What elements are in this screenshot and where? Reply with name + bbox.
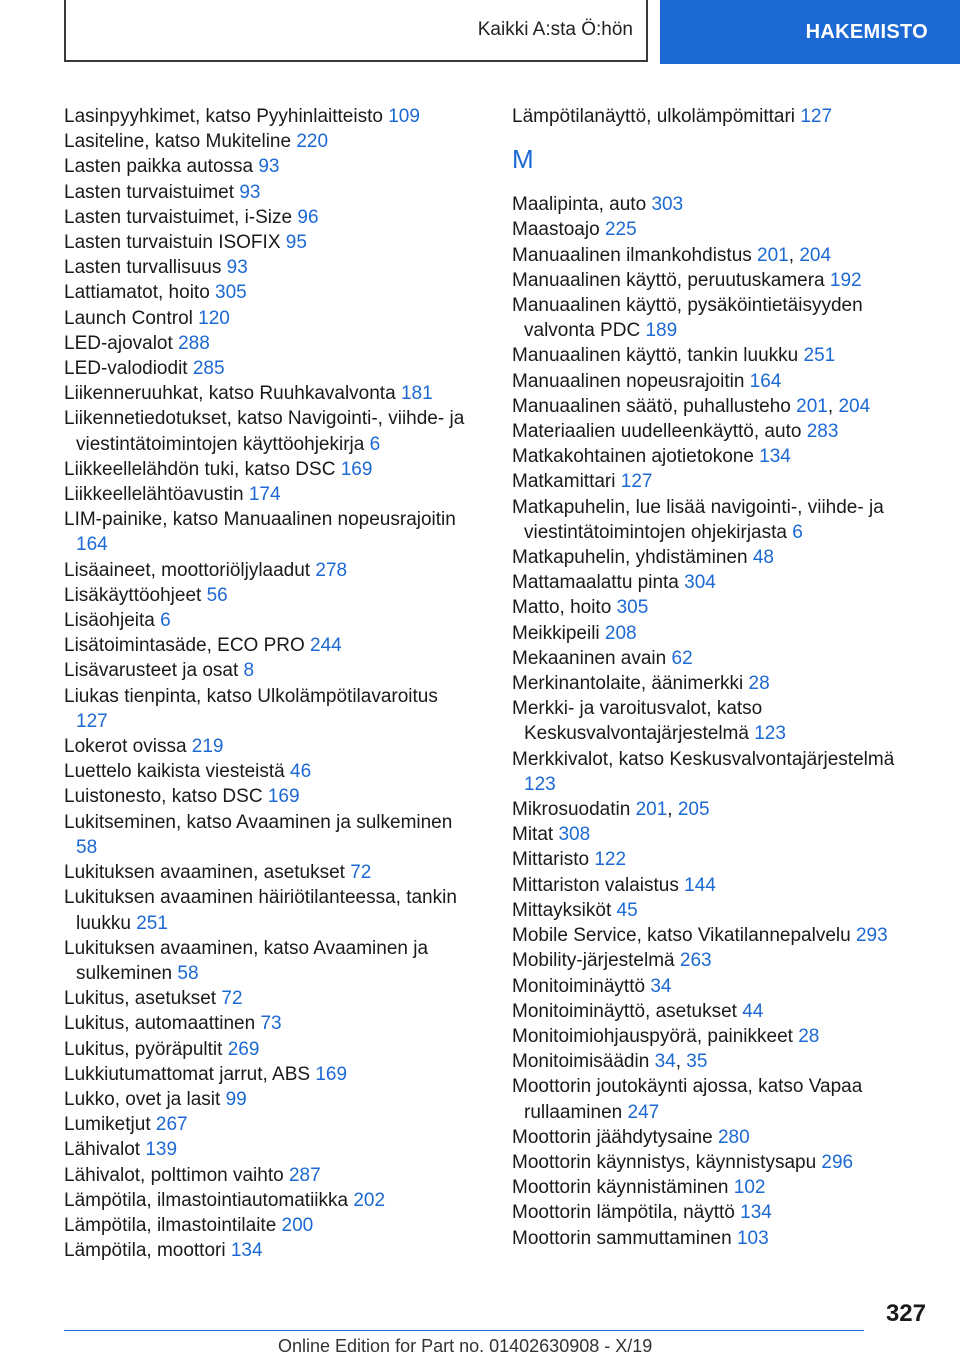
index-entry <box>512 646 930 671</box>
index-entry <box>512 217 930 242</box>
page-link[interactable]: 103 <box>736 1227 769 1249</box>
index-entry <box>512 104 930 129</box>
page-link[interactable]: 102 <box>733 1177 766 1199</box>
index-entry <box>512 1125 930 1150</box>
page-link[interactable]: 99 <box>225 1088 247 1110</box>
page-link[interactable]: 6 <box>160 610 171 632</box>
index-term: Lisäkäyttöohjeet <box>64 584 202 606</box>
page-link[interactable]: 123 <box>754 723 786 745</box>
page-link[interactable]: 127 <box>800 106 833 127</box>
index-term: Lukitus, asetukset <box>64 988 217 1010</box>
page-link[interactable]: 62 <box>671 647 693 669</box>
index-term: Lukko, ovet ja lasit <box>64 1088 221 1110</box>
page-link[interactable]: 134 <box>740 1202 772 1224</box>
index-entry <box>64 1188 474 1213</box>
index-term: Liikkeellelähtöavustin <box>64 484 244 506</box>
index-term: Matkapuhelin, yhdistäminen <box>512 547 748 569</box>
index-entry <box>512 898 930 923</box>
index-entry <box>64 558 474 583</box>
index-entry <box>64 759 474 784</box>
index-entry <box>512 1200 930 1225</box>
index-term: Mittayksiköt <box>512 899 612 921</box>
page-link[interactable]: 6 <box>792 521 803 543</box>
index-term: Merkkivalot, katso Keskusvalvontajärjestelmä <box>512 748 895 770</box>
index-entry <box>64 784 474 809</box>
page-link[interactable]: 169 <box>267 786 300 808</box>
page-link[interactable]: 181 <box>400 383 433 405</box>
index-term: Monitoiminäyttö <box>512 975 646 997</box>
index-entry <box>512 1175 930 1200</box>
index-entry <box>64 507 474 557</box>
page-link[interactable]: 95 <box>285 232 307 254</box>
index-term: Lisävarusteet ja osat <box>64 660 239 682</box>
index-term: Lisäaineet, moottoriöljylaadut <box>64 559 311 581</box>
index-term: Mittariston valaistus <box>512 874 679 896</box>
index-entry <box>64 658 474 683</box>
page-link[interactable]: 278 <box>315 559 348 581</box>
header-tabs <box>64 0 960 66</box>
page-link[interactable]: 58 <box>177 962 199 984</box>
index-entry <box>64 1137 474 1162</box>
index-term: Mobile Service, katso Vikatilannepalvelu <box>512 925 851 947</box>
page-link[interactable]: 269 <box>227 1038 260 1060</box>
page-link[interactable]: 280 <box>717 1126 750 1148</box>
index-entry <box>64 457 474 482</box>
index-entry <box>64 255 474 280</box>
index-entry <box>512 822 930 847</box>
page-link[interactable]: 305 <box>616 597 649 619</box>
page-link[interactable]: 308 <box>558 824 591 846</box>
index-entry <box>512 444 930 469</box>
index-term: Luettelo kaikista viesteistä <box>64 761 285 783</box>
page-link[interactable]: 247 <box>627 1101 660 1123</box>
page-link[interactable]: 285 <box>192 358 225 380</box>
index-term: Matto, hoito <box>512 597 612 619</box>
index-term: Matkapuhelin, lue lisää navigointi-, viihde- ja viestintätoimintojen ohjekirjasta <box>512 496 884 543</box>
tab-all-label: Kaikki A:sta Ö:hön <box>477 19 633 40</box>
index-entry <box>512 621 930 646</box>
index-entry <box>64 331 474 356</box>
index-term: Lämpötila, ilmastointilaite <box>64 1214 277 1236</box>
index-term: Lumiketjut <box>64 1114 151 1136</box>
index-term: Lukitus, pyöräpultit <box>64 1038 223 1060</box>
page-link[interactable]: 122 <box>594 849 627 871</box>
index-term: Manuaalinen käyttö, pysäköintietäisyyden valvonta PDC <box>512 295 863 342</box>
index-term: Lasten paikka autossa <box>64 156 254 178</box>
index-entry <box>512 696 930 746</box>
page-link[interactable]: 34 <box>650 975 672 997</box>
page-link[interactable]: 201 <box>635 799 668 821</box>
index-entry <box>64 936 474 986</box>
edition-footer: Online Edition for Part no. 01402630908 - X/19 <box>278 1336 653 1356</box>
page-link[interactable]: 35 <box>686 1051 708 1073</box>
index-entry <box>512 469 930 494</box>
page-link[interactable]: 96 <box>297 206 319 228</box>
index-term: Lisäohjeita <box>64 610 155 632</box>
index-entry <box>512 747 930 797</box>
index-term: Lähivalot <box>64 1139 141 1161</box>
index-term: Matkamittari <box>512 471 616 493</box>
index-term: Lukituksen avaaminen, katso Avaaminen ja sulkeminen <box>64 937 429 984</box>
page-link[interactable]: 8 <box>243 660 255 682</box>
page-link[interactable]: 251 <box>803 345 836 367</box>
index-entry <box>512 671 930 696</box>
index-term: Manuaalinen ilmankohdistus <box>512 244 752 266</box>
index-term: Monitoimiohjauspyörä, painikkeet <box>512 1025 793 1047</box>
index-entry <box>64 205 474 230</box>
index-entry <box>512 1024 930 1049</box>
index-term: Merkinantolaite, äänimerkki <box>512 673 744 695</box>
index-entry <box>64 381 474 406</box>
page-link[interactable]: 304 <box>684 572 716 594</box>
page-link[interactable]: 134 <box>230 1240 263 1262</box>
index-term: Moottorin joutokäynti ajossa, katso Vapaa rullaaminen <box>512 1076 863 1123</box>
page-link[interactable]: 267 <box>155 1114 188 1136</box>
page-link[interactable]: 201 <box>757 244 789 266</box>
index-term: Launch Control <box>64 307 193 329</box>
index-term: Lukitseminen, katso Avaaminen ja sulkeminen <box>64 811 453 833</box>
page-link[interactable]: 120 <box>198 307 230 329</box>
page-link[interactable]: 28 <box>798 1025 820 1047</box>
page-link[interactable]: 201 <box>796 395 828 417</box>
index-entry <box>512 923 930 948</box>
page-link[interactable]: 200 <box>281 1214 314 1236</box>
index-term: Lämpötilanäyttö, ulkolämpömittari <box>512 106 796 127</box>
index-term: Lasten turvaistuin ISOFIX <box>64 232 281 254</box>
index-term: Manuaalinen käyttö, peruutuskamera <box>512 269 825 291</box>
index-term: Mekaaninen avain <box>512 647 667 669</box>
page-link[interactable]: 296 <box>821 1151 854 1173</box>
index-term: Lasten turvaistuimet <box>64 181 235 203</box>
index-entry <box>64 1011 474 1036</box>
page-number: 327 <box>885 1300 926 1327</box>
index-term: Mobility-järjestelmä <box>512 950 675 972</box>
index-entry <box>64 810 474 860</box>
page-link[interactable]: 45 <box>616 899 638 921</box>
index-term: Liikkeellelähdön tuki, katso DSC <box>64 458 336 480</box>
index-entry <box>64 230 474 255</box>
index-term: Moottorin käynnistäminen <box>512 1177 729 1199</box>
index-term: Monitoimisäädin <box>512 1051 650 1073</box>
index-entry <box>512 1150 930 1175</box>
index-term: Mattamaalattu pinta <box>512 572 679 594</box>
page-link[interactable]: 204 <box>838 395 871 417</box>
page-link[interactable]: 244 <box>310 635 342 657</box>
index-term: Mitat <box>512 824 554 846</box>
index-term: Manuaalinen säätö, puhallusteho <box>512 395 791 417</box>
index-term: Moottorin jäähdytysaine <box>512 1126 713 1148</box>
index-entry <box>64 1062 474 1087</box>
index-term: Merkki- ja varoitusvalot, katso Keskusvalvontajärjestelmä <box>512 698 763 745</box>
index-entry <box>64 608 474 633</box>
index-entry <box>512 545 930 570</box>
index-column-left <box>64 104 474 1263</box>
page-link[interactable]: 303 <box>651 194 684 216</box>
index-entry: Manuaalinen säätö, puhallusteho 201, 204 <box>512 395 871 417</box>
index-term: Meikkipeili <box>512 622 600 644</box>
page-link[interactable]: 192 <box>829 269 862 291</box>
index-term: Liikenneruuhkat, katso Ruuhkavalvonta <box>64 383 396 405</box>
index-entry <box>64 1238 474 1263</box>
page-link[interactable]: 293 <box>855 925 888 947</box>
index-entry: Manuaalinen ilmankohdistus 201, 204 <box>512 244 832 266</box>
index-term: Lisätoimintasäde, ECO PRO <box>64 635 305 657</box>
index-entry <box>512 999 930 1024</box>
index-term: LIM-painike, katso Manuaalinen nopeusrajoitin <box>64 509 456 531</box>
index-term: LED-valodiodit <box>64 358 188 380</box>
page-link[interactable]: 164 <box>749 370 782 392</box>
page-link[interactable]: 93 <box>226 257 248 279</box>
page-link[interactable]: 205 <box>677 799 710 821</box>
index-term: Liikennetiedotukset, katso Navigointi-, viihde- ja viestintätoimintojen käyttöohjekirja <box>64 408 465 455</box>
index-entry <box>64 734 474 759</box>
page-link[interactable]: 225 <box>604 219 637 241</box>
page-link[interactable]: 189 <box>645 320 678 342</box>
page-link[interactable]: 93 <box>239 181 261 203</box>
index-term: Monitoiminäyttö, asetukset <box>512 1000 737 1022</box>
page-link[interactable]: 202 <box>353 1189 386 1211</box>
index-column-right <box>512 104 930 1251</box>
page-link[interactable]: 56 <box>206 584 228 606</box>
index-entry <box>64 180 474 205</box>
index-entry <box>64 860 474 885</box>
page-link[interactable]: 169 <box>315 1063 348 1085</box>
index-term: Liukas tienpinta, katso Ulkolämpötilavaroitus <box>64 685 438 707</box>
page-link[interactable]: 288 <box>178 332 210 354</box>
page-link[interactable]: 287 <box>288 1164 321 1186</box>
index-term: LED-ajovalot <box>64 332 173 354</box>
page-link[interactable]: 44 <box>742 1000 764 1022</box>
page-link[interactable]: 164 <box>76 534 108 556</box>
index-term: Mittaristo <box>512 849 590 871</box>
index-entry <box>64 356 474 381</box>
page-link[interactable]: 283 <box>806 421 839 443</box>
page-link[interactable]: 109 <box>388 106 420 127</box>
page-link[interactable]: 123 <box>524 773 556 795</box>
index-term: Lasinpyyhkimet, katso Pyyhinlaitteisto <box>64 106 383 127</box>
index-entry <box>512 1074 930 1124</box>
index-entry <box>512 419 930 444</box>
page-link[interactable]: 48 <box>752 547 774 569</box>
index-entry <box>512 293 930 343</box>
index-term: Mikrosuodatin <box>512 799 631 821</box>
index-term: Lukituksen avaaminen, asetukset <box>64 862 345 884</box>
index-entry: Monitoimisäädin 34, 35 <box>512 1051 708 1073</box>
index-term: Moottorin käynnistys, käynnistysapu <box>512 1151 817 1173</box>
index-entry: Mikrosuodatin 201, 205 <box>512 799 710 821</box>
index-term: Maalipinta, auto <box>512 194 647 216</box>
index-term: Manuaalinen käyttö, tankin luukku <box>512 345 799 367</box>
index-entry <box>64 129 474 154</box>
index-term: Lasiteline, katso Mukiteline <box>64 131 292 153</box>
index-term: Lasten turvaistuimet, i-Size <box>64 206 293 228</box>
index-entry <box>64 1112 474 1137</box>
page-link[interactable]: 204 <box>799 244 832 266</box>
index-term: Lokerot ovissa <box>64 736 187 758</box>
index-entry <box>512 192 930 217</box>
tab-index-label: HAKEMISTO <box>805 20 928 43</box>
page-link[interactable]: 174 <box>248 484 281 506</box>
index-entry <box>512 974 930 999</box>
page-link[interactable]: 305 <box>215 282 247 304</box>
page-link[interactable]: 28 <box>748 673 770 695</box>
index-entry <box>64 885 474 935</box>
index-term: Luistonesto, katso DSC <box>64 786 263 808</box>
index-entry <box>512 847 930 872</box>
index-entry <box>64 1087 474 1112</box>
index-entry <box>512 595 930 620</box>
tab-all-a-z[interactable] <box>64 0 648 62</box>
page-link[interactable]: 219 <box>191 736 224 758</box>
index-entry <box>64 583 474 608</box>
index-entry <box>64 280 474 305</box>
page-link[interactable]: 208 <box>604 622 637 644</box>
page-link[interactable]: 127 <box>76 710 108 732</box>
index-entry <box>512 268 930 293</box>
index-entry <box>64 154 474 179</box>
page-link[interactable]: 72 <box>221 988 243 1010</box>
index-term: Lämpötila, moottori <box>64 1240 226 1262</box>
index-entry <box>64 306 474 331</box>
page-link[interactable]: 6 <box>369 433 381 455</box>
index-term: Lähivalot, polttimon vaihto <box>64 1164 284 1186</box>
index-term: Moottorin lämpötila, näyttö <box>512 1202 735 1224</box>
index-entry <box>64 1213 474 1238</box>
index-entry <box>64 633 474 658</box>
index-term: Matkakohtainen ajotietokone <box>512 446 754 468</box>
page-link[interactable]: 220 <box>296 131 329 153</box>
index-term: Moottorin sammuttaminen <box>512 1227 732 1249</box>
index-term: Lukituksen avaaminen häiriötilanteessa, tankin luukku <box>64 887 457 934</box>
index-entry <box>512 948 930 973</box>
index-entry <box>64 406 474 456</box>
index-entry <box>512 343 930 368</box>
index-entry <box>512 570 930 595</box>
index-term: Lasten turvallisuus <box>64 257 222 279</box>
tab-index[interactable] <box>660 0 960 64</box>
page-link[interactable]: 263 <box>679 950 712 972</box>
page-link[interactable]: 46 <box>290 761 312 783</box>
section-letter: M <box>512 144 534 175</box>
page-link[interactable]: 58 <box>76 836 98 858</box>
index-entry <box>64 482 474 507</box>
index-entry <box>64 684 474 734</box>
page-link[interactable]: 73 <box>260 1013 282 1035</box>
index-term: Lukitus, automaattinen <box>64 1013 256 1035</box>
page-link[interactable]: 134 <box>759 446 791 468</box>
index-entry <box>512 873 930 898</box>
page-link[interactable]: 139 <box>145 1139 178 1161</box>
index-term: Lämpötila, ilmastointiautomatiikka <box>64 1189 349 1211</box>
index-term: Maastoajo <box>512 219 600 241</box>
index-term: Lattiamatot, hoito <box>64 282 210 304</box>
page-link[interactable]: 34 <box>654 1051 676 1073</box>
index-entry <box>64 104 474 129</box>
index-entry <box>512 495 930 545</box>
index-entry <box>64 1163 474 1188</box>
footer-divider <box>64 1330 864 1331</box>
index-term: Manuaalinen nopeusrajoitin <box>512 370 745 392</box>
page-link[interactable]: 144 <box>684 874 716 896</box>
index-entry <box>512 1226 930 1251</box>
page-link[interactable]: 169 <box>340 458 373 480</box>
index-entry <box>64 986 474 1011</box>
page-link[interactable]: 72 <box>350 862 372 884</box>
page-link[interactable]: 127 <box>620 471 653 493</box>
page-link[interactable]: 93 <box>258 156 280 178</box>
index-term: Materiaalien uudelleenkäyttö, auto <box>512 421 802 443</box>
page-link[interactable]: 251 <box>136 912 168 934</box>
index-entry <box>512 369 930 394</box>
index-term: Lukkiutumattomat jarrut, ABS <box>64 1063 311 1085</box>
index-entry <box>64 1037 474 1062</box>
